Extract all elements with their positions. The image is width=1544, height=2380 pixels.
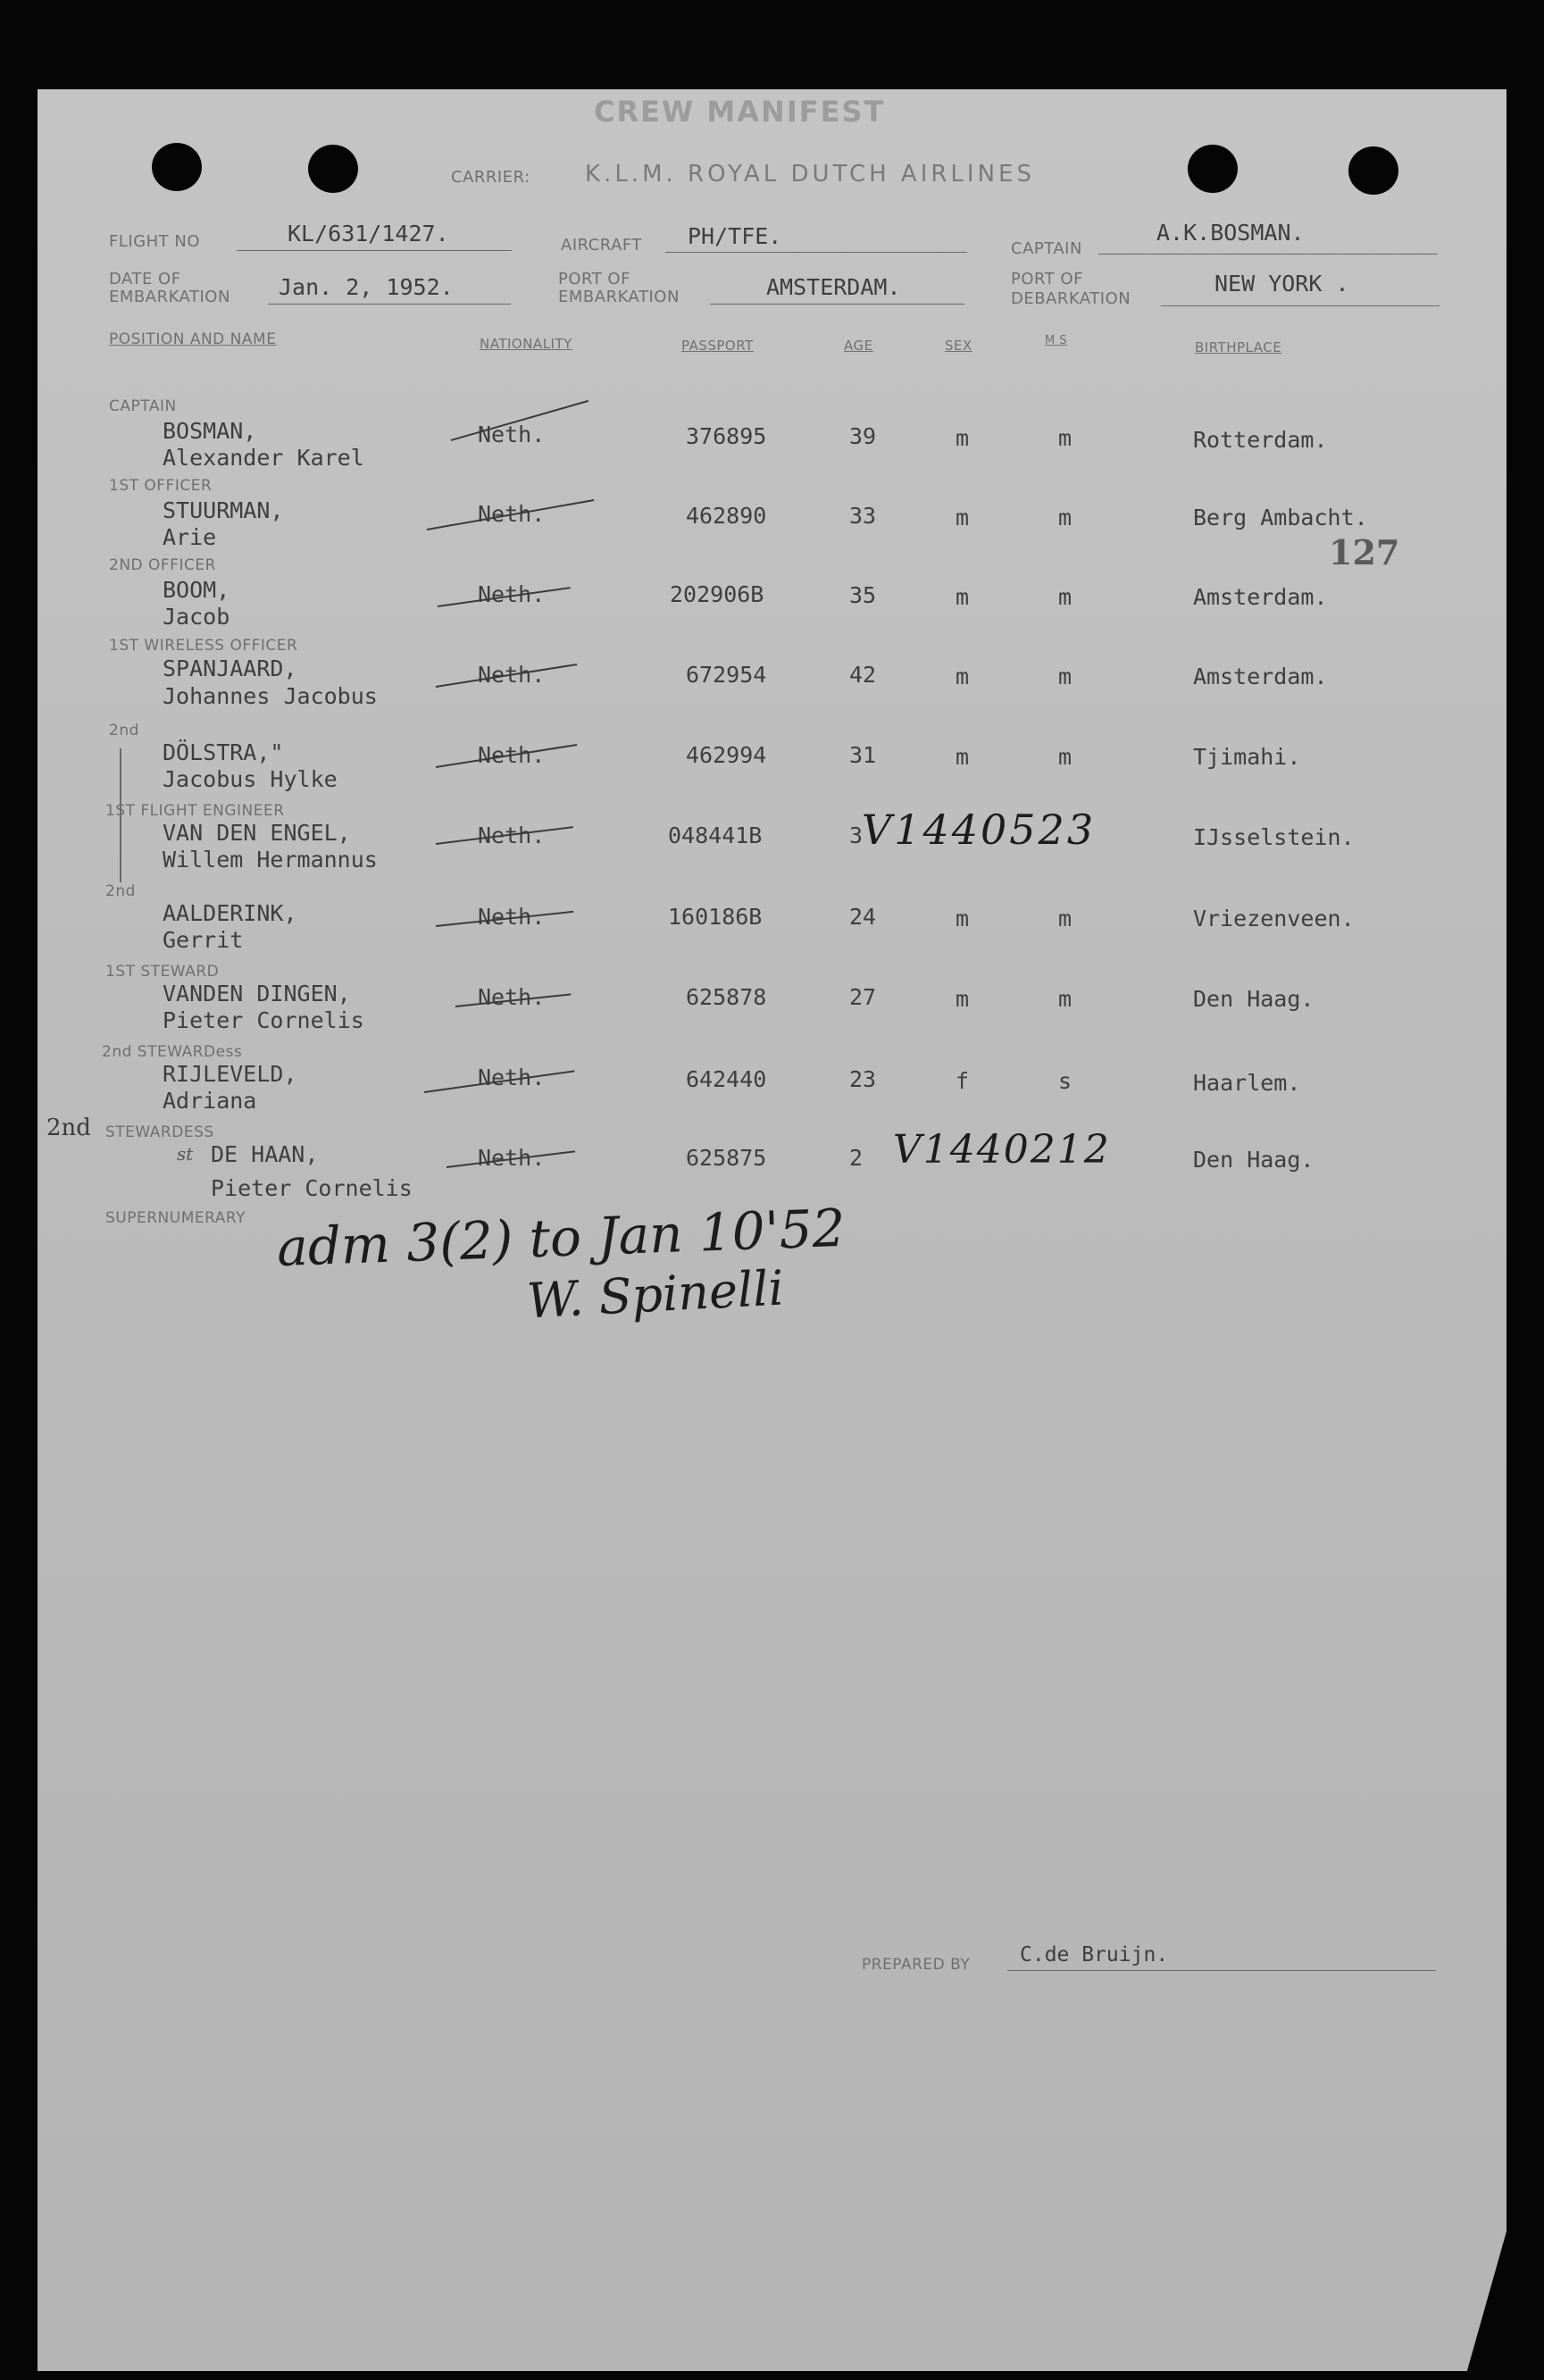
col-birthplace: BIRTHPLACE	[1195, 339, 1282, 355]
crew-age: 2	[849, 1145, 864, 1171]
crew-ms: m	[1058, 505, 1072, 530]
crew-position: 1ST FLIGHT ENGINEER	[105, 802, 285, 820]
carrier-value: K.L.M. ROYAL DUTCH AIRLINES	[585, 161, 1035, 188]
handwritten-visa-number-2: V1440212	[893, 1127, 1111, 1173]
crew-position: 1ST STEWARD	[105, 963, 220, 981]
port-deb-label-1: PORT OF	[1011, 270, 1083, 288]
crew-passport: 625878	[686, 984, 767, 1010]
crew-ms: m	[1058, 744, 1072, 770]
date-label-2: EMBARKATION	[109, 288, 230, 306]
crew-given: Gerrit	[163, 927, 244, 953]
crew-birthplace: Rotterdam.	[1193, 427, 1328, 453]
crew-surname: AALDERINK,	[163, 900, 297, 926]
prepared-by-value: C.de Bruijn.	[1020, 1943, 1169, 1967]
port-emb-label-1: PORT OF	[558, 270, 630, 288]
flight-value: KL/631/1427.	[288, 221, 449, 246]
crew-passport: 048441B	[668, 823, 763, 848]
punch-hole-4	[1348, 146, 1398, 195]
crew-position: 1ST WIRELESS OFFICER	[109, 637, 298, 655]
col-age: AGE	[844, 338, 873, 354]
punch-hole-1	[152, 143, 202, 191]
crew-sex: m	[956, 744, 970, 770]
crew-nationality: Neth.	[478, 422, 546, 447]
date-value: Jan. 2, 1952.	[279, 274, 454, 300]
port-emb-label-2: EMBARKATION	[558, 288, 680, 306]
date-underline	[268, 304, 511, 305]
page-curl	[1465, 2228, 1507, 2380]
punch-hole-3	[1188, 145, 1238, 193]
flight-underline	[237, 250, 512, 251]
crew-age: 35	[849, 582, 877, 608]
port-emb-underline	[710, 304, 964, 305]
punch-hole-2	[308, 145, 358, 193]
crew-surname: DÖLSTRA,"	[163, 739, 284, 765]
captain-label: CAPTAIN	[1011, 239, 1082, 258]
margin-bracket	[120, 748, 121, 882]
captain-value: A.K.BOSMAN.	[1156, 220, 1305, 246]
crew-surname: BOOM,	[163, 577, 230, 603]
col-passport: PASSPORT	[681, 338, 754, 354]
date-label-1: DATE OF	[109, 270, 181, 288]
crew-nationality: Neth.	[478, 823, 546, 848]
crew-birthplace: Den Haag.	[1193, 1147, 1314, 1173]
crew-ms: m	[1058, 664, 1072, 689]
crew-age: 24	[849, 904, 877, 930]
handwritten-signature: W. Spinelli	[525, 1259, 786, 1330]
port-deb-label-2: DEBARKATION	[1011, 289, 1131, 308]
crew-ms: m	[1058, 425, 1072, 451]
crew-nationality: Neth.	[478, 581, 546, 607]
crew-given: Arie	[163, 524, 217, 550]
crew-age: 3	[849, 823, 864, 848]
crew-sex: m	[956, 664, 970, 689]
crew-sex: m	[956, 584, 970, 610]
crew-birthplace: Amsterdam.	[1193, 664, 1328, 689]
handwritten-admission-note: adm 3(2) to Jan 10'52	[276, 1197, 847, 1279]
crew-birthplace: Vriezenveen.	[1193, 906, 1355, 931]
crew-given: Jacobus Hylke	[163, 766, 338, 792]
crew-age: 33	[849, 503, 877, 529]
aircraft-value: PH/TFE.	[688, 223, 782, 249]
crew-surname: STUURMAN,	[163, 497, 284, 523]
crew-given: Willem Hermannus	[163, 847, 378, 873]
crew-birthplace: IJsselstein.	[1193, 824, 1355, 850]
col-sex: SEX	[945, 338, 972, 354]
prepared-by-underline	[1007, 1970, 1436, 1971]
handwritten-visa-number: V1440523	[862, 806, 1097, 854]
crew-ms: m	[1058, 906, 1072, 931]
crew-passport: 672954	[686, 662, 767, 688]
crew-given: Pieter Cornelis	[163, 1007, 364, 1033]
crew-ms: m	[1058, 986, 1072, 1012]
port-emb-value: AMSTERDAM.	[766, 274, 901, 300]
crew-ms: m	[1058, 584, 1072, 610]
crew-nationality: Neth.	[478, 501, 546, 527]
crew-position: 2nd	[105, 882, 136, 900]
crew-passport: 462890	[686, 503, 767, 529]
captain-underline	[1098, 254, 1438, 255]
crew-nationality: Neth.	[478, 742, 546, 768]
crew-given: Johannes Jacobus	[163, 683, 378, 709]
crew-position: 2ND OFFICER	[109, 556, 216, 574]
crew-sex: m	[956, 986, 970, 1012]
crew-position: 1ST OFFICER	[109, 477, 213, 495]
crew-birthplace: Berg Ambacht.	[1193, 505, 1368, 530]
crew-sex: m	[956, 505, 970, 530]
page-number: 127	[1329, 532, 1400, 572]
crew-given: Alexander Karel	[163, 445, 364, 471]
crew-nationality: Neth.	[478, 984, 546, 1010]
prepared-by-label: PREPARED BY	[862, 1956, 971, 1974]
crew-nationality: Neth.	[478, 904, 546, 930]
handwritten-rank-prefix: 2nd	[46, 1115, 91, 1141]
crew-surname: VANDEN DINGEN,	[163, 981, 351, 1006]
crew-position: CAPTAIN	[109, 397, 177, 415]
crew-age: 39	[849, 423, 877, 449]
crew-passport: 642440	[686, 1066, 767, 1092]
aircraft-underline	[665, 252, 967, 253]
crew-passport: 376895	[686, 423, 767, 449]
crew-surname: VAN DEN ENGEL,	[163, 820, 351, 846]
crew-position: 2nd	[109, 722, 139, 739]
crew-given: Pieter Cornelis	[211, 1175, 413, 1201]
crew-age: 23	[849, 1066, 877, 1092]
crew-birthplace: Haarlem.	[1193, 1070, 1301, 1096]
crew-birthplace: Amsterdam.	[1193, 584, 1328, 610]
crew-given: Jacob	[163, 604, 230, 630]
crew-nationality: Neth.	[478, 1145, 546, 1171]
crew-ms: s	[1058, 1068, 1072, 1094]
crew-surname: DE HAAN,	[211, 1141, 319, 1167]
crew-age: 27	[849, 984, 877, 1010]
supernumerary-label: SUPERNUMERARY	[105, 1209, 246, 1227]
manifest-title: CREW MANIFEST	[594, 95, 886, 129]
crew-sex: m	[956, 906, 970, 931]
crew-given: Adriana	[163, 1088, 257, 1114]
crew-position: 2nd STEWARDess	[102, 1043, 243, 1061]
col-position: POSITION AND NAME	[109, 330, 277, 348]
crew-sex: f	[956, 1068, 970, 1094]
crew-surname: BOSMAN,	[163, 418, 257, 444]
carrier-label: CARRIER:	[451, 168, 530, 187]
handwritten-st-mark: st	[177, 1143, 194, 1165]
crew-sex: m	[956, 425, 970, 451]
crew-passport: 202906B	[670, 581, 764, 607]
col-ms: M S	[1045, 334, 1068, 347]
crew-passport: 160186B	[668, 904, 763, 930]
crew-surname: RIJLEVELD,	[163, 1061, 297, 1087]
crew-position: STEWARDESS	[105, 1123, 214, 1141]
crew-passport: 462994	[686, 742, 767, 768]
crew-birthplace: Tjimahi.	[1193, 744, 1301, 770]
col-nationality: NATIONALITY	[480, 336, 572, 352]
crew-age: 42	[849, 662, 877, 688]
port-deb-underline	[1161, 305, 1440, 306]
crew-age: 31	[849, 742, 877, 768]
crew-surname: SPANJAARD,	[163, 656, 297, 681]
crew-nationality: Neth.	[478, 662, 546, 688]
crew-nationality: Neth.	[478, 1065, 546, 1090]
crew-passport: 625875	[686, 1145, 767, 1171]
port-deb-value: NEW YORK .	[1214, 271, 1349, 296]
flight-label: FLIGHT NO	[109, 232, 201, 251]
crew-birthplace: Den Haag.	[1193, 986, 1314, 1012]
aircraft-label: AIRCRAFT	[561, 236, 642, 255]
